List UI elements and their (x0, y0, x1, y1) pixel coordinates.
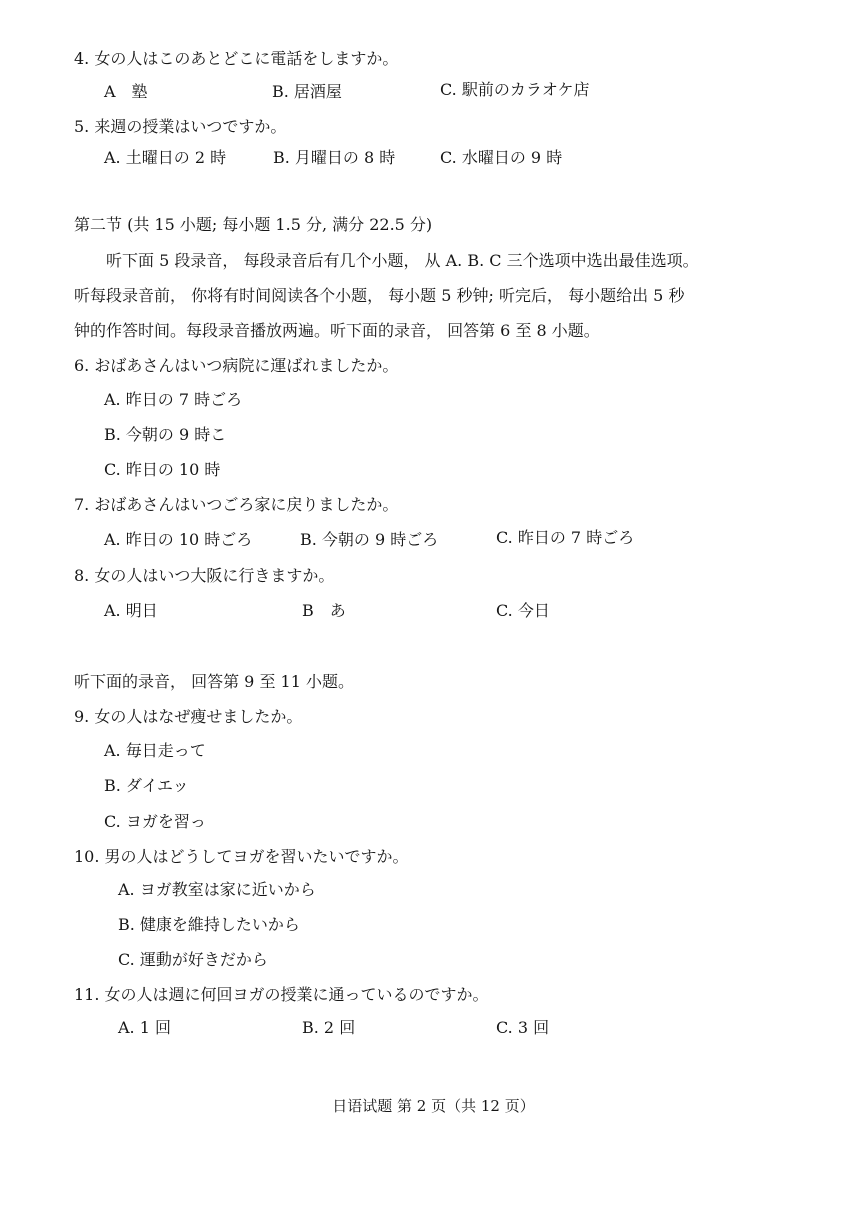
question-7-stem: 7. おばあさんはいつごろ家に戻りましたか。 (74, 495, 399, 514)
group-2-instruction: 听下面的录音， 回答第 9 至 11 小题。 (74, 672, 354, 691)
question-6-option-a: A. 昨日の 7 時ごろ (104, 390, 243, 409)
page-footer: 日语试题 第 2 页（共 12 页） (332, 1097, 535, 1115)
question-5-stem: 5. 来週の授業はいつですか。 (74, 117, 287, 136)
question-8-option-c: C. 今日 (496, 601, 550, 620)
question-8-option-a: A. 明日 (104, 601, 158, 620)
question-5-option-c: C. 水曜日の 9 時 (440, 148, 563, 167)
question-10-option-b: B. 健康を維持したいから (118, 915, 300, 934)
question-9-stem: 9. 女の人はなぜ痩せましたか。 (74, 707, 303, 726)
question-4-stem: 4. 女の人はこのあとどこに電話をしますか。 (74, 49, 399, 68)
question-6-option-b: B. 今朝の 9 時こ (104, 425, 227, 444)
section-2-instruction-line-2: 听每段录音前， 你将有时间阅读各个小题， 每小题 5 秒钟; 听完后， 每小题给出 5 秒 (74, 286, 685, 305)
question-7-option-c: C. 昨日の 7 時ごろ (496, 528, 635, 547)
section-2-instruction-line-1: 听下面 5 段录音， 每段录音后有几个小题， 从 A. B. C 三个选项中选出最佳选项。 (106, 251, 699, 270)
question-10-option-c: C. 運動が好きだから (118, 950, 268, 969)
question-11-option-b: B. 2 回 (302, 1018, 356, 1037)
question-8-option-b: B あ (302, 601, 346, 620)
question-8-stem: 8. 女の人はいつ大阪に行きますか。 (74, 566, 335, 585)
question-9-option-a: A. 毎日走って (104, 741, 206, 760)
section-2-instruction-line-3: 钟的作答时间。每段录音播放两遍。听下面的录音， 回答第 6 至 8 小题。 (74, 321, 600, 340)
question-7-option-b: B. 今朝の 9 時ごろ (300, 530, 439, 549)
question-5-option-a: A. 土曜日の 2 時 (104, 148, 227, 167)
section-2-heading: 第二节 (共 15 小题; 每小题 1.5 分, 满分 22.5 分) (74, 215, 433, 234)
question-10-stem: 10. 男の人はどうしてヨガを習いたいですか。 (74, 847, 409, 866)
question-5-option-b: B. 月曜日の 8 時 (273, 148, 396, 167)
question-9-option-c: C. ヨガを習っ (104, 812, 206, 831)
question-7-option-a: A. 昨日の 10 時ごろ (104, 530, 253, 549)
question-6-option-c: C. 昨日の 10 時 (104, 460, 221, 479)
question-11-option-a: A. 1 回 (118, 1018, 171, 1037)
question-4-option-c: C. 駅前のカラオケ店 (440, 80, 590, 99)
question-4-option-b: B. 居酒屋 (272, 82, 342, 101)
question-11-option-c: C. 3 回 (496, 1018, 550, 1037)
question-4-option-a: A 塾 (104, 82, 148, 101)
question-10-option-a: A. ヨガ教室は家に近いから (118, 880, 316, 899)
question-6-stem: 6. おばあさんはいつ病院に運ばれましたか。 (74, 356, 399, 375)
question-11-stem: 11. 女の人は週に何回ヨガの授業に通っているのですか。 (74, 985, 489, 1004)
question-9-option-b: B. ダイエッ (104, 776, 189, 795)
